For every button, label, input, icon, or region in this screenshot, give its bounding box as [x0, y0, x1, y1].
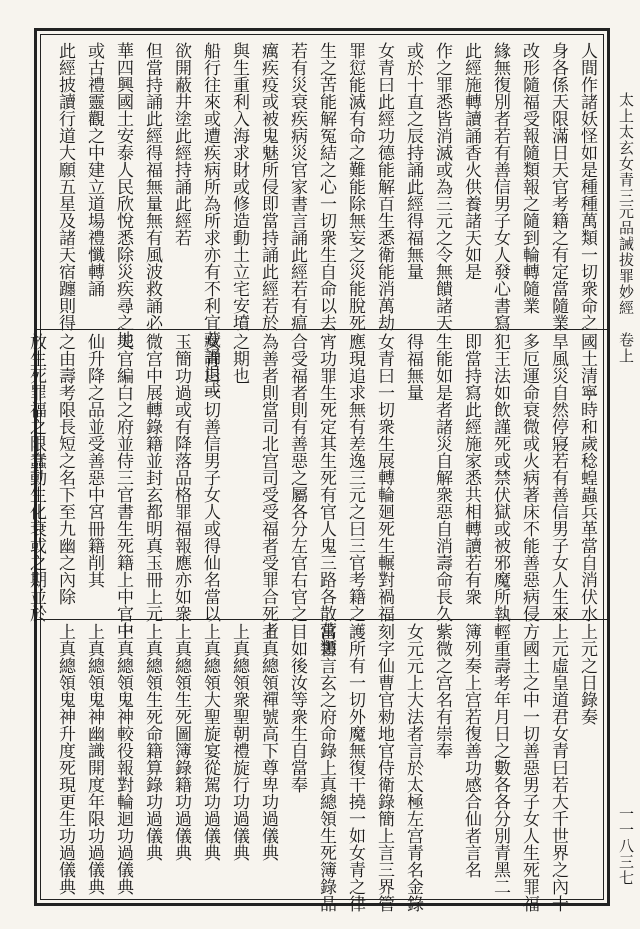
text-column: 旱風災自然停寢若有善信男子女人生來 [548, 333, 568, 622]
text-column: 上真總領鬼神升度死現更生功過儀典 [55, 623, 75, 895]
text-column: 應現追求無有差逸三元之曰三官考籍之 [345, 333, 365, 622]
page-frame [26, 28, 610, 912]
text-column: 玉簡功過或有降落品格罪福報應亦如衆 [171, 333, 191, 622]
text-column: 當書言玄之府命錄上真總領生死簿錄品 [316, 623, 336, 912]
text-column: 作之罪悉皆消滅或為三元之令無饋諸天 [432, 42, 452, 331]
text-column: 此經施轉讀誦香火供養諸天如是 [461, 42, 481, 280]
text-column: 欲開蔽井塗此經持誦此經若 [171, 42, 191, 246]
text-column: 女青曰一切衆生展轉輪廻死生輾對禍福 [374, 333, 394, 622]
text-column: 國土清寧時和歲稔蝗蟲兵革當自消伏水 [577, 333, 597, 622]
text-column: 輕重壽考年月日之數各各分別青黑二 [490, 623, 510, 895]
text-column: 微宫中展轉錄籍並封玄都明真玉冊上元 [142, 333, 162, 622]
text-column: 上真總領鬼神較役報對輪迴功過儀典 [113, 623, 133, 895]
text-column: 宵功罪生死定其生死有官人鬼三路各散萬類 [316, 333, 336, 656]
text-column: 上元之日錄奏 [577, 623, 597, 725]
text-column: 但當持誦此經得福無量無有風波救誦必 [142, 42, 162, 331]
text-column: 方國土之中一切善惡男子女人生死罪福 [519, 623, 539, 912]
text-column: 紫微之宫名有崇奉 [432, 623, 452, 759]
text-column: 改形隨福受報隨類報之隨到輪轉隨業 [519, 42, 539, 314]
text-column: 得福無量 [403, 333, 423, 401]
text-column: 癘疾疫或被鬼魅所侵即當持誦此經若於 [258, 42, 278, 331]
text-column: 上真總領衆聖朝禮旋行功過儀典 [229, 623, 249, 861]
text-column: 與生重利入海求財或修造動土立宅安墳 [229, 42, 249, 331]
text-column: 上真總領大聖旋宴從駕功過儀典 [200, 623, 220, 861]
text-column: 之期也 [229, 333, 249, 384]
text-column: 或於十直之辰持誦此經得福無量 [403, 42, 423, 280]
text-column: 人間作諸妖怪如是種種萬類一切衆命之 [577, 42, 597, 331]
text-column: 女元元上大法者言於太極左宫青名金錄 [403, 623, 423, 912]
text-column: 生能如是者諸災自解衆惡自消壽命長久 [432, 333, 452, 622]
text-column: 上真總領生死命籍算錄功過儀典 [142, 623, 162, 861]
text-column: 多厄運命衰微或火病著床不能善惡病侵 [519, 333, 539, 622]
side-title: 太上太玄女青三元品誡拔罪妙經 卷上 [617, 92, 635, 364]
text-column: 放生死罪福之限蠢動生化衰或之期並於 [26, 333, 46, 622]
text-column: 天官編白之府並侍三官書生死籍上中官中 [113, 333, 133, 639]
text-column: 或古禮靈觀之中建立道場禮懺轉誦 [84, 42, 104, 297]
text-column: 女青曰此經功德能解百生悉衛能消萬劫 [374, 42, 394, 331]
text-column: 護所有一切外魔無復干撓一如女青之律 [345, 623, 365, 912]
text-column: 緣無復別者若有善信男子女人發心書寫 [490, 42, 510, 331]
text-column: 合受福者則有善惡之屬各分左官右官之 [287, 333, 307, 622]
text-column: 船行往來或遭疾病所為所求亦有不利宜藏誦退或 [200, 42, 220, 399]
text-column: 上真總領禪號高下尊卑功過儀典 [258, 623, 278, 861]
text-column: 為善者則當司北宫司受受福者受罪合死者 [258, 333, 278, 639]
text-column: 即當持寫此經施家悉共相轉讀若有衆 [461, 333, 481, 605]
text-column: 此經披讀行道大願五星及諸天宿躔則得 [55, 42, 75, 331]
text-column: 簿列奏上宫若復善功感合仙者言名 [461, 623, 481, 878]
text-column: 身各係天限滿日天官考籍之有定當隨業 [548, 42, 568, 331]
text-column: 上真總領鬼神幽識開度年限功過儀典 [84, 623, 104, 895]
text-column: 上元虛皇道君女青曰若大千世界之內十 [548, 623, 568, 912]
text-register-bottom [37, 619, 607, 912]
text-column: 生之苦能解冤結之心一切衆生自命以去 [316, 42, 336, 331]
page-number: 一一八三七 [617, 806, 635, 886]
text-column: 華四興國土安泰人民欣悅悉除災疾尋之地 [113, 42, 133, 348]
text-column: 若有災衰疾病災官家書言誦此經若有瘟 [287, 42, 307, 331]
text-column: 之由壽考限長短之名下至九幽之內除 [55, 333, 75, 605]
text-column: 仙升降之品並受善惡中宮冊籍削其 [84, 333, 104, 588]
text-column: 上真總領生死圖簿錄籍功過儀典 [171, 623, 191, 861]
text-column: 刻字仙曹官勑地官侍衛錄簡上言三界管 [374, 623, 394, 912]
text-column: 罪愆能滅有命之難能除無妄之災能脫死 [345, 42, 365, 331]
text-column: 目如後汝等衆生自當奉 [287, 623, 307, 793]
text-column: 女青曰一切善信男子女人或得仙名當以 [200, 333, 220, 622]
text-column: 犯王法如飲謹死或禁伏獄或被邪魔所執 [490, 333, 510, 622]
text-register-middle [26, 329, 607, 656]
